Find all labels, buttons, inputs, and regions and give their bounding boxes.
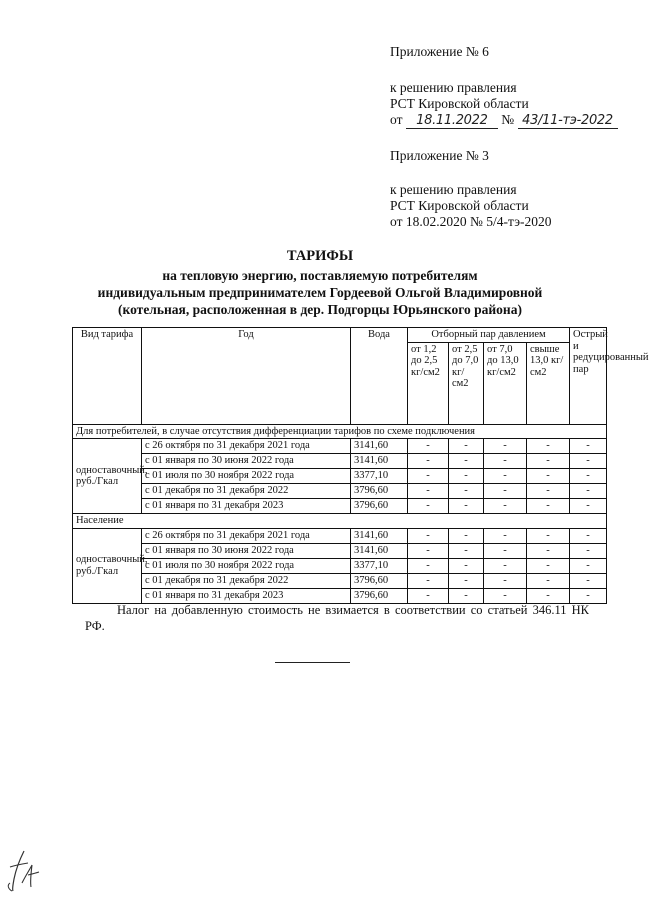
water-cell: 3796,60 — [351, 499, 408, 514]
tariff-type-label: одноставочный, руб./Гкал — [73, 528, 142, 603]
value-cell: - — [484, 528, 527, 543]
value-cell: - — [484, 469, 527, 484]
title-line-1: на тепловую энергию, поставляемую потребителям — [162, 268, 478, 283]
header-tariff-type: Вид тарифа — [73, 328, 142, 425]
tariff-table — [72, 327, 649, 604]
separator-line — [275, 662, 350, 663]
decision2-line-1: к решению правления — [390, 182, 517, 197]
value-cell: - — [484, 454, 527, 469]
appendix-3-label: Приложение № 3 — [390, 148, 489, 163]
water-cell: 3796,60 — [351, 573, 408, 588]
value-cell: - — [449, 469, 484, 484]
decision2-ref-block — [390, 182, 552, 230]
water-cell: 3796,60 — [351, 484, 408, 499]
water-cell: 3377,10 — [351, 469, 408, 484]
number-sign: № — [501, 112, 515, 127]
value-cell: - — [408, 588, 449, 603]
header-period: Год — [142, 328, 351, 425]
value-cell: - — [408, 484, 449, 499]
period-cell: с 01 декабря по 31 декабря 2022 — [142, 484, 351, 499]
value-cell: - — [408, 469, 449, 484]
water-cell: 3141,60 — [351, 543, 408, 558]
value-cell: - — [484, 543, 527, 558]
value-cell: - — [484, 588, 527, 603]
value-cell: - — [527, 454, 570, 469]
value-cell: - — [570, 528, 607, 543]
water-cell: 3141,60 — [351, 439, 408, 454]
section-title: Для потребителей, в случае отсутствия дифференциации тарифов по схеме подключения — [73, 424, 607, 439]
value-cell: - — [570, 484, 607, 499]
value-cell: - — [408, 573, 449, 588]
value-cell: - — [527, 484, 570, 499]
value-cell: - — [408, 543, 449, 558]
decision-line-2: РСТ Кировской области — [390, 96, 529, 111]
value-cell: - — [570, 439, 607, 454]
water-cell: 3377,10 — [351, 558, 408, 573]
period-cell: с 26 октября по 31 декабря 2021 года — [142, 439, 351, 454]
decision-ref-block — [390, 80, 618, 129]
value-cell: - — [449, 573, 484, 588]
period-cell: с 01 июля по 30 ноября 2022 года — [142, 469, 351, 484]
value-cell: - — [570, 588, 607, 603]
value-cell: - — [570, 543, 607, 558]
value-cell: - — [449, 528, 484, 543]
handwritten-number: 43/11-тэ-2022 — [518, 114, 618, 129]
title-main: ТАРИФЫ — [286, 248, 354, 264]
value-cell: - — [484, 573, 527, 588]
value-cell: - — [527, 558, 570, 573]
title-line-2: индивидуальным предпринимателем Гордеевой Ольгой Владимировной — [97, 285, 543, 300]
decision2-line-3: от 18.02.2020 № 5/4-тэ-2020 — [390, 214, 552, 229]
value-cell: - — [449, 484, 484, 499]
value-cell: - — [449, 558, 484, 573]
value-cell: - — [484, 484, 527, 499]
appendix-6-label: Приложение № 6 — [390, 44, 489, 59]
tariff-type-label: одноставочный, руб./Гкал — [73, 439, 142, 514]
value-cell: - — [527, 469, 570, 484]
value-cell: - — [408, 528, 449, 543]
value-cell: - — [408, 499, 449, 514]
header-steam-4: свыше 13,0 кг/см2 — [527, 342, 570, 424]
value-cell: - — [527, 543, 570, 558]
water-cell: 3796,60 — [351, 588, 408, 603]
period-cell: с 01 января по 31 декабря 2023 — [142, 588, 351, 603]
header-sharp-steam: Острый и редуцированный пар — [570, 328, 607, 425]
title-line-3: (котельная, расположенная в дер. Подгорцы Юрьянского района) — [118, 302, 522, 317]
value-cell: - — [484, 439, 527, 454]
period-cell: с 01 января по 31 декабря 2023 — [142, 499, 351, 514]
handwritten-initials-signature — [4, 845, 50, 895]
value-cell: - — [484, 558, 527, 573]
period-cell: с 01 января по 30 июня 2022 года — [142, 454, 351, 469]
value-cell: - — [527, 573, 570, 588]
value-cell: - — [449, 588, 484, 603]
vat-footnote: Налог на добавленную стоимость не взимается в соответствии со статьей 346.11 НК РФ. — [85, 603, 589, 633]
decision-date-line — [390, 112, 618, 129]
from-label: от — [390, 112, 403, 127]
value-cell: - — [527, 528, 570, 543]
water-cell: 3141,60 — [351, 528, 408, 543]
header-steam: Отборный пар давлением — [408, 328, 570, 343]
value-cell: - — [570, 573, 607, 588]
decision2-line-2: РСТ Кировской области — [390, 198, 529, 213]
decision-line-1: к решению правления — [390, 80, 517, 95]
value-cell: - — [570, 499, 607, 514]
header-steam-3: от 7,0 до 13,0 кг/см2 — [484, 342, 527, 424]
value-cell: - — [449, 454, 484, 469]
value-cell: - — [484, 499, 527, 514]
header-steam-1: от 1,2 до 2,5 кг/см2 — [408, 342, 449, 424]
section-title: Население — [73, 514, 607, 529]
value-cell: - — [527, 439, 570, 454]
water-cell: 3141,60 — [351, 454, 408, 469]
value-cell: - — [449, 543, 484, 558]
value-cell: - — [408, 439, 449, 454]
value-cell: - — [570, 469, 607, 484]
value-cell: - — [570, 454, 607, 469]
header-water: Вода — [351, 328, 408, 425]
value-cell: - — [527, 588, 570, 603]
value-cell: - — [527, 499, 570, 514]
value-cell: - — [408, 454, 449, 469]
value-cell: - — [408, 558, 449, 573]
value-cell: - — [449, 499, 484, 514]
value-cell: - — [449, 439, 484, 454]
period-cell: с 01 января по 30 июня 2022 года — [142, 543, 351, 558]
header-steam-2: от 2,5 до 7,0 кг/см2 — [449, 342, 484, 424]
period-cell: с 01 июля по 30 ноября 2022 года — [142, 558, 351, 573]
document-title — [60, 248, 580, 318]
handwritten-date: 18.11.2022 — [406, 114, 498, 129]
value-cell: - — [570, 558, 607, 573]
period-cell: с 26 октября по 31 декабря 2021 года — [142, 528, 351, 543]
period-cell: с 01 декабря по 31 декабря 2022 — [142, 573, 351, 588]
